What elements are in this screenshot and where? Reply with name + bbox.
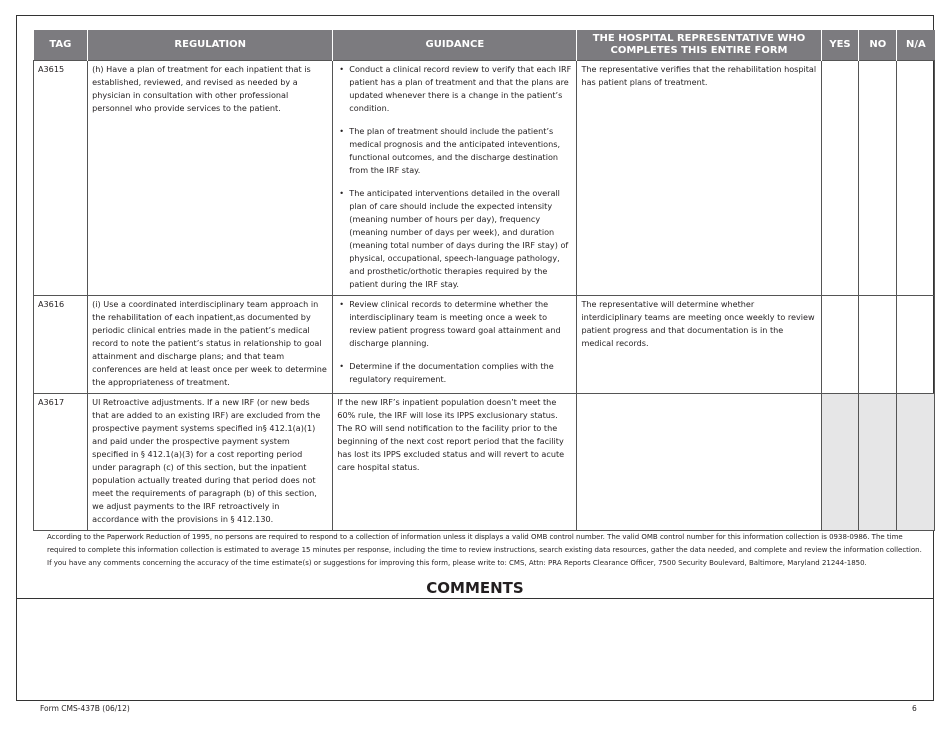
na-shaded-cell [897, 394, 935, 531]
guidance-item: • Determine if the documentation complies with the regulatory requirement. [339, 361, 554, 384]
guidance-item: • Review clinical records to determine whether the interdisciplinary team is meeting once a week to review patient progress toward goal attainment and discharge planning. [339, 299, 561, 348]
regulation-cell: (h) Have a plan of treatment for each inpatient that is established, reviewed, and revised as needed by a physician in consultation with other professional personnel who provide services to the patient. [88, 61, 333, 296]
header-row [34, 30, 935, 61]
no-checkbox-cell[interactable] [859, 296, 897, 394]
no-shaded-cell [859, 394, 897, 531]
guidance-cell [333, 61, 577, 296]
guidance-cell: If the new IRF’s inpatient population doesn’t meet the 60% rule, the IRF will lose its IPPS exclusionary status. The RO will send notification to the facility prior to the beginning of the next cost report period that the facility has lost its IPPS excluded status and will revert to acute care hospital status. [333, 394, 577, 531]
page-number: 6 [912, 704, 917, 713]
table-row [34, 394, 935, 531]
bullet-icon: • [339, 361, 345, 371]
header-yes: YES [821, 30, 859, 61]
comments-heading: COMMENTS [426, 579, 524, 597]
tag-cell: A3617 [34, 394, 88, 531]
representative-cell: The representative verifies that the rehabilitation hospital has patient plans of treatment. [577, 61, 821, 296]
regulation-cell: (i) Use a coordinated interdisciplinary team approach in the rehabilitation of each inpatient,as documented by periodic clinical entries made in the patient’s medical record to note the patient’s status in relationship to goal attainment and discharge plans; and that team conferences are held at least once per week to determine the appropriateness of treatment. [88, 296, 333, 394]
guidance-list [337, 298, 572, 386]
header-regulation: REGULATION [88, 30, 333, 61]
table-row [34, 296, 935, 394]
yes-checkbox-cell[interactable] [821, 296, 859, 394]
header-na: N/A [897, 30, 935, 61]
representative-cell [577, 394, 821, 531]
na-checkbox-cell[interactable] [897, 61, 935, 296]
regulation-cell: Ul Retroactive adjustments. If a new IRF (or new beds that are added to an existing IRF) are excluded from the prospective payment systems specified in§ 412.1(a)(1) and paid under the prospective payment system specified in § 412.1(a)(3) for a cost reporting period under paragraph (c) of this section, but the inpatient population actually treated during that period does not meet the requirements of paragraph (b) of this section, we adjust payments to the IRF retroactively in accordance with the provisions in § 412.130. [88, 394, 333, 531]
tag-cell: A3615 [34, 61, 88, 296]
bullet-icon: • [339, 126, 345, 136]
header-tag: TAG [34, 30, 88, 61]
paperwork-reduction-notice: According to the Paperwork Reduction of 1995, no persons are required to respond to a collection of information unless it displays a valid OMB control number. The valid OMB control number for this information collection is 0938-0986. The time required to complete this information collection is estimated to average 15 minutes per response, including the time to review instructions, search existing data resources, gather the data needed, and complete and review the information collection. If you have any comments concerning the accuracy of the time estimate(s) or suggestions for improving this form, please write to: CMS, Attn: PRA Reports Clearance Officer, 7500 Security Boulevard, Baltimore, Maryland 21244-1850. [47, 533, 922, 567]
guidance-item: • The anticipated interventions detailed in the overall plan of care should include the expected intensity (meaning number of hours per day), frequency (meaning number of days per week), and duration (meaning total number of days during the IRF stay) of physical, occupational, speech-language pathology, and prosthetic/orthotic therapies required by the patient during the IRF stay. [339, 188, 569, 289]
representative-cell: The representative will determine whether interdiciplinary teams are meeting once weekly to review patient progress and that documentation is in the medical records. [577, 296, 821, 394]
table-row [34, 61, 935, 296]
form-id: Form CMS-437B (06/12) [40, 704, 130, 713]
bullet-icon: • [339, 188, 345, 198]
header-guidance: GUIDANCE [333, 30, 577, 61]
guidance-list [337, 63, 572, 291]
yes-shaded-cell [821, 394, 859, 531]
comments-divider [16, 598, 934, 599]
bullet-icon: • [339, 64, 345, 74]
guidance-item: • The plan of treatment should include the patient’s medical prognosis and the anticipated inteventions, functional outcomes, and the discharge destination from the IRF stay. [339, 126, 561, 175]
survey-table [33, 30, 935, 531]
yes-checkbox-cell[interactable] [821, 61, 859, 296]
tag-cell: A3616 [34, 296, 88, 394]
no-checkbox-cell[interactable] [859, 61, 897, 296]
guidance-item: • Conduct a clinical record review to verify that each IRF patient has a plan of treatment and that the plans are updated whenever there is a change in the patient’s condition. [339, 64, 572, 113]
header-representative: THE HOSPITAL REPRESENTATIVE WHO COMPLETES THIS ENTIRE FORM [577, 30, 821, 61]
bullet-icon: • [339, 299, 345, 309]
guidance-cell [333, 296, 577, 394]
header-no: NO [859, 30, 897, 61]
na-checkbox-cell[interactable] [897, 296, 935, 394]
